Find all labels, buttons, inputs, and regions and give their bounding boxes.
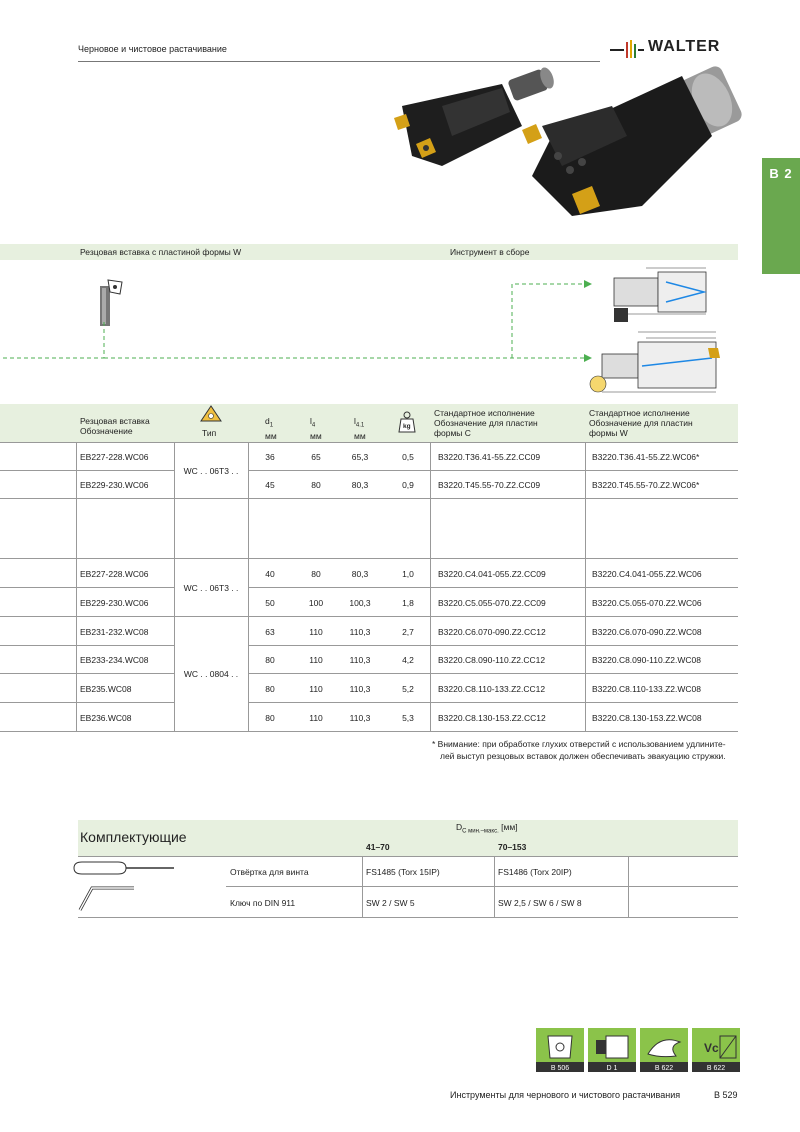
cell-l41: 110,3 — [349, 627, 371, 637]
speed-icon — [692, 1028, 740, 1072]
row-divider — [78, 856, 738, 857]
row-divider — [226, 886, 738, 887]
cell-standard-c: B3220.C8.130-153.Z2.CC12 — [438, 713, 546, 723]
row-divider — [248, 470, 738, 471]
row-divider — [0, 498, 738, 499]
holder-icon — [588, 1028, 636, 1072]
th-type: Тип — [202, 428, 217, 438]
icon-label-b622-2: B 622 — [706, 1065, 726, 1072]
cell-standard-c: B3220.T36.41-55.Z2.CC09 — [438, 452, 541, 462]
screwdriver-icon — [74, 862, 174, 874]
header-rule — [78, 61, 600, 62]
row-divider — [0, 702, 174, 703]
cell-insert: EB235.WC08 — [80, 684, 132, 694]
th-standard-w: Стандартное исполнение Обозначение для пластин формы W — [589, 408, 693, 438]
trigon-insert-icon — [198, 404, 224, 424]
cell-d1: 40 — [265, 569, 275, 579]
cell-kg: 1,8 — [402, 598, 414, 608]
hex-key-icon — [80, 888, 134, 910]
footnote: * Внимание: при обработке глухих отверстий с использованием удлините- лей выступ резцовых вставок должен обеспечивать эвакуацию стружки. — [432, 739, 726, 761]
product-photo — [382, 66, 742, 234]
th-l41: $l_{4.1}$ мм — [354, 416, 366, 441]
cell-standard-w: B3220.C5.055-070.Z2.WC06 — [592, 598, 702, 608]
cell-insert: EB229-230.WC06 — [80, 480, 149, 490]
col-divider — [174, 442, 175, 731]
cell-kg: 5,2 — [402, 684, 414, 694]
row-divider — [0, 645, 174, 646]
cell-l4: 110 — [309, 655, 323, 665]
insert-icon — [536, 1028, 584, 1072]
footer-title: Инструменты для чернового и чистового растачивания — [450, 1090, 681, 1100]
row-divider — [78, 917, 738, 918]
cell-standard-c: B3220.C6.070-090.Z2.CC12 — [438, 627, 546, 637]
accessory-value-2: FS1486 (Torx 20IP) — [498, 867, 572, 877]
cell-insert: EB233-234.WC08 — [80, 655, 149, 665]
cell-insert: EB227-228.WC06 — [80, 452, 149, 462]
row-divider — [0, 442, 738, 443]
tool-drawing-top — [614, 268, 706, 322]
icon-label-d1: D 1 — [606, 1065, 618, 1072]
accessory-value-2: SW 2,5 / SW 6 / SW 8 — [498, 898, 582, 908]
col-divider — [76, 442, 77, 731]
row-divider — [0, 731, 738, 732]
row-divider — [0, 558, 738, 559]
accessory-name: Ключ по DIN 911 — [230, 898, 296, 908]
row-divider — [248, 673, 738, 674]
cell-insert: EB227-228.WC06 — [80, 569, 149, 579]
accessory-value-1: SW 2 / SW 5 — [366, 898, 415, 908]
band-label-assembly: Инструмент в сборе — [450, 247, 530, 257]
cell-l41: 110,3 — [349, 684, 371, 694]
small-tool-image — [394, 66, 556, 166]
cell-standard-c: B3220.C8.110-133.Z2.CC12 — [438, 684, 546, 694]
cell-standard-w: B3220.C8.130-153.Z2.WC08 — [592, 713, 702, 723]
col-divider — [585, 442, 586, 731]
accessory-value-1: FS1485 (Torx 15IP) — [366, 867, 440, 877]
col-divider — [494, 856, 495, 917]
cell-d1: 80 — [265, 713, 275, 723]
cell-insert: EB229-230.WC06 — [80, 598, 149, 608]
cell-d1: 45 — [265, 480, 275, 490]
page-number: B 529 — [714, 1090, 738, 1100]
th-insert: Резцовая вставка Обозначение — [80, 416, 150, 436]
cell-kg: 0,5 — [402, 452, 414, 462]
cell-d1: 80 — [265, 655, 275, 665]
cell-l41: 110,3 — [349, 713, 371, 723]
cell-l4: 80 — [311, 480, 321, 490]
coolant-icon — [640, 1028, 688, 1072]
accessory-name: Отвёртка для винта — [230, 867, 309, 877]
col-divider — [248, 442, 249, 731]
large-tool-image — [522, 66, 742, 216]
th-kg: kg — [403, 423, 411, 430]
cell-l4: 65 — [311, 452, 321, 462]
cell-standard-w: B3220.T36.41-55.Z2.WC06* — [592, 452, 700, 462]
cell-l41: 110,3 — [349, 655, 371, 665]
th-l4: $l_4$ мм — [310, 416, 322, 441]
tool-drawing-bottom — [590, 332, 720, 392]
svg-text:Vc: Vc — [704, 1041, 719, 1055]
row-divider — [0, 616, 738, 617]
section-tab-label: B 2 — [769, 166, 793, 181]
col-divider — [430, 442, 431, 731]
cell-standard-c: B3220.C4.041-055.Z2.CC09 — [438, 569, 546, 579]
cell-d1: 80 — [265, 684, 275, 694]
section-tab[interactable] — [762, 158, 800, 274]
cell-l4: 100 — [308, 598, 324, 608]
band-label-insert: Резцовая вставка с пластиной формы W — [80, 247, 242, 257]
row-divider — [248, 702, 738, 703]
cell-l4: 110 — [309, 684, 323, 694]
cell-kg: 4,2 — [402, 655, 414, 665]
col-divider — [628, 856, 629, 917]
cell-l41: 100,3 — [349, 598, 371, 608]
cell-d1: 36 — [265, 452, 275, 462]
cell-l4: 110 — [309, 713, 323, 723]
page-header-title: Черновое и чистовое растачивание — [78, 44, 227, 54]
cell-standard-w: B3220.C4.041-055.Z2.WC06 — [592, 569, 702, 579]
icon-label-b622: B 622 — [654, 1065, 674, 1072]
cell-type: WC . . 06T3 . . — [183, 583, 239, 593]
row-divider — [248, 645, 738, 646]
cell-standard-w: B3220.C8.090-110.Z2.WC08 — [592, 655, 701, 665]
cell-standard-c: B3220.C8.090-110.Z2.CC12 — [438, 655, 546, 665]
flow-lines — [0, 262, 600, 372]
row-divider — [248, 587, 738, 588]
cell-standard-c: B3220.T45.55-70.Z2.CC09 — [438, 480, 541, 490]
cell-l41: 65,3 — [351, 452, 369, 462]
cell-standard-w: B3220.C8.110-133.Z2.WC08 — [592, 684, 701, 694]
cell-type: WC . . 06T3 . . — [183, 466, 239, 476]
cell-l4: 80 — [311, 569, 321, 579]
row-divider — [0, 673, 174, 674]
row-divider — [0, 470, 174, 471]
cell-kg: 1,0 — [402, 569, 414, 579]
accessories-range-1: 41–70 — [366, 842, 390, 852]
accessories-range-2: 70–153 — [498, 842, 527, 852]
cell-kg: 5,3 — [402, 713, 414, 723]
row-divider — [0, 587, 174, 588]
th-d1: $d_1$ мм — [265, 416, 277, 441]
accessories-title: Комплектующие — [80, 829, 187, 845]
cell-standard-c: B3220.C5.055-070.Z2.CC09 — [438, 598, 546, 608]
icon-label-b506: B 506 — [550, 1065, 570, 1072]
cell-kg: 2,7 — [402, 627, 414, 637]
tool-assembly-drawing — [586, 262, 738, 396]
col-divider — [362, 856, 363, 917]
screwdriver-key-icon — [70, 858, 180, 918]
cell-kg: 0,9 — [402, 480, 414, 490]
cell-l41: 80,3 — [351, 569, 369, 579]
cell-insert: EB236.WC08 — [80, 713, 132, 723]
cell-l41: 80,3 — [351, 480, 369, 490]
walter-logo-text: WALTER — [648, 38, 721, 55]
cell-standard-w: B3220.T45.55-70.Z2.WC06* — [592, 480, 700, 490]
reference-icons — [536, 1028, 742, 1072]
cell-d1: 50 — [265, 598, 275, 608]
cell-d1: 63 — [265, 627, 275, 637]
accessories-dc-label: $D_{C мин.-макс.}$ [мм] — [456, 822, 518, 835]
cell-type: WC . . 0804 . . — [183, 669, 239, 679]
cell-insert: EB231-232.WC08 — [80, 627, 149, 637]
cell-standard-w: B3220.C6.070-090.Z2.WC08 — [592, 627, 702, 637]
th-standard-c: Стандартное исполнение Обозначение для пластин формы C — [434, 408, 538, 438]
cell-l4: 110 — [309, 627, 323, 637]
